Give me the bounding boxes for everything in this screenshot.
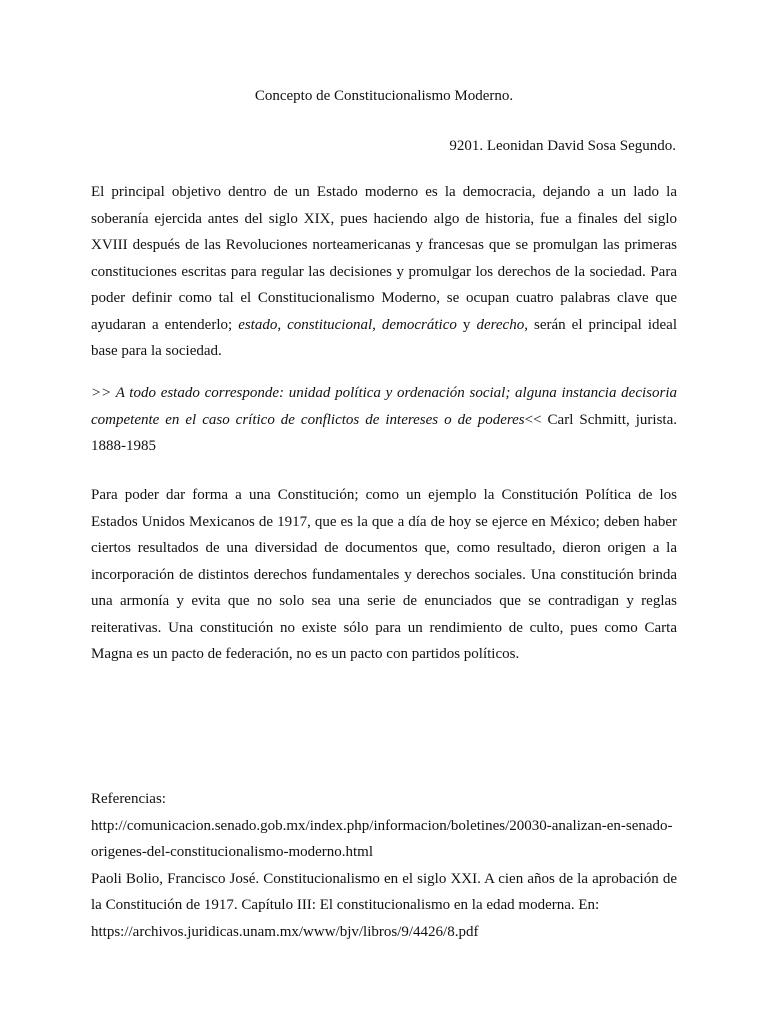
author-line: 9201. Leonidan David Sosa Segundo.	[449, 138, 676, 154]
reference-citation-paoli: Paoli Bolio, Francisco José. Constitucionalismo en el siglo XXI. A cien años de la aprobación de la Constitución de 1917. Capítulo III: El constitucionalismo en la edad moderna. En:	[91, 870, 677, 913]
paragraph-constitution: Para poder dar forma a una Constitución; como un ejemplo la Constitución Política de los Estados Unidos Mexicanos de 1917, que es la que a día de hoy se ejerce en México; deben haber ciertos resultados de una diversidad de documentos que, como resultado, dieron origen a la incorporación de distintos derechos fundamentales y derechos sociales. Una constitución brinda una armonía y evita que no solo sea una serie de enunciados que se contradigan y reglas reiterativas. Una constitución no existe sólo para un rendimiento de culto, pues como Carta Magna es un pacto de federación, no es un pacto con partidos políticos.	[91, 487, 677, 662]
keyword-derecho: derecho	[476, 316, 525, 333]
quote-text: >> A todo estado corresponde: unidad política y ordenación social; alguna instancia decisoria competente en el caso crítico de conflictos de intereses o de poderes	[91, 385, 677, 428]
conjunction: y	[456, 316, 477, 333]
keywords-italic: estado, constitucional, democrático	[238, 316, 457, 333]
reference-link-unam[interactable]: https://archivos.juridicas.unam.mx/www/bjv/libros/9/4426/8.pdf	[91, 923, 479, 940]
paragraph-intro-text: El principal objetivo dentro de un Estado moderno es la democracia, dejando a un lado la soberanía ejercida antes del siglo XIX, pues haciendo algo de historia, fue a finales del siglo XVIII después de las Revoluciones norteamericanas y francesas que se promulgan las primeras constituciones escritas para regular las decisiones y promulgar los derechos de la sociedad. Para poder definir como tal el Constitucionalismo Moderno, se ocupan cuatro palabras clave que ayudaran a entenderlo;	[91, 184, 677, 333]
paragraph-intro-end: , serán el principal ideal base para la sociedad.	[91, 316, 677, 359]
quote-attribution: << Carl Schmitt, jurista. 1888-1985	[91, 411, 677, 454]
paragraph-intro	[91, 179, 677, 365]
quote-paragraph	[91, 380, 677, 460]
document-title: Concepto de Constitucionalismo Moderno.	[254, 88, 514, 104]
reference-link-senado[interactable]: http://comunicacion.senado.gob.mx/index.php/informacion/boletines/20030-analizan-en-senado-origenes-del-constitucionalismo-moderno.html	[91, 817, 673, 860]
references-heading: Referencias:	[91, 791, 166, 807]
references-section	[91, 786, 677, 945]
